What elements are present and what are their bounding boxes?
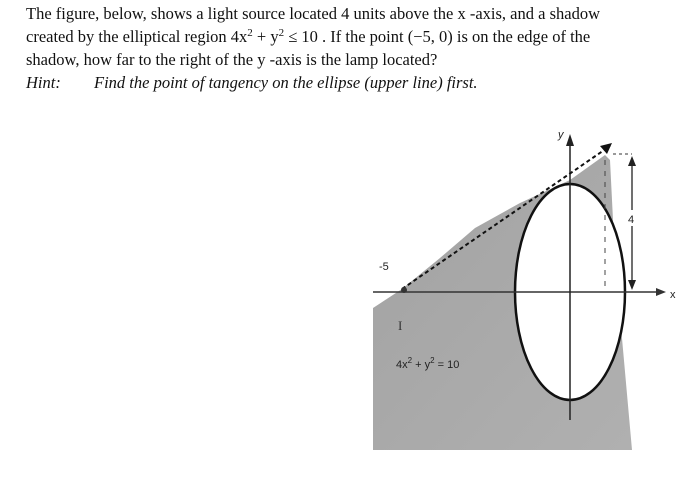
height-arrow-down bbox=[628, 280, 636, 290]
y-axis-label: y bbox=[558, 129, 564, 141]
exponent: 2 bbox=[278, 27, 285, 39]
hint-text: Find the point of tangency on the ellipse (upper line) first. bbox=[94, 73, 478, 92]
x-axis-arrow bbox=[656, 288, 666, 296]
problem-line-1: The figure, below, shows a light source located 4 units above the x -axis, and a shadow bbox=[26, 4, 600, 23]
problem-line-2: created by the elliptical region $4x^2 + y^2 \le 10$ . If the point (−5, 0) is on the edge of the bbox=[26, 27, 591, 46]
x-axis-label: x bbox=[670, 289, 676, 301]
point-label: -5 bbox=[379, 261, 389, 273]
ellipse-equation: $4x^2 + y^2 = 10$ bbox=[396, 356, 460, 371]
y-axis-arrow bbox=[566, 134, 574, 146]
height-arrow-up bbox=[628, 156, 636, 166]
cursor-glyph: I bbox=[398, 318, 403, 333]
lamp-arrow bbox=[600, 143, 612, 154]
problem-line-3: shadow, how far to the right of the y -axis is the lamp located? bbox=[26, 50, 438, 69]
exponent: 2 bbox=[247, 27, 253, 39]
height-label: 4 bbox=[628, 214, 635, 226]
hint-label: Hint: bbox=[26, 73, 61, 92]
point-minus-5 bbox=[401, 287, 407, 293]
